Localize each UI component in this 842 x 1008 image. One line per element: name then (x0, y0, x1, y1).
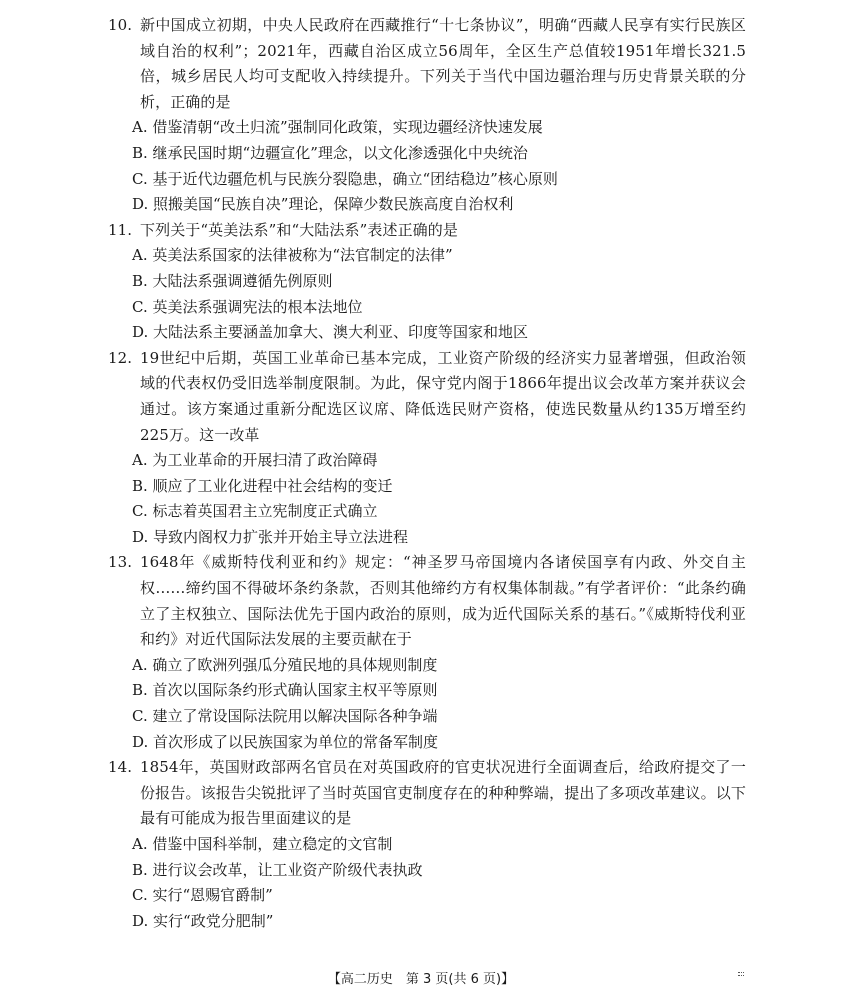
question-number: 10. (108, 16, 133, 34)
question-10 (108, 13, 746, 218)
question-stem (108, 755, 746, 832)
option-b: B. 顺应了工业化进程中社会结构的变迁 (132, 476, 393, 495)
question-13 (108, 550, 746, 755)
page-footer: 【高二历史 第 3 页(共 6 页)】 (327, 972, 515, 987)
option-d: D. 照搬美国“民族自决”理论，保障少数民族高度自治权利 (132, 195, 514, 214)
option-a: A. 借鉴清朝“改土归流”强制同化政策，实现边疆经济快速发展 (132, 118, 543, 137)
option-b: B. 首次以国际条约形式确认国家主权平等原则 (132, 681, 438, 700)
option-d: D. 首次形成了以民族国家为单位的常备军制度 (132, 732, 439, 751)
question-number: 11. (108, 220, 133, 239)
question-number: 14. (108, 758, 133, 777)
option-c: C. 标志着英国君主立宪制度正式确立 (132, 502, 378, 521)
option-c: C. 实行“恩赐官爵制” (132, 886, 273, 905)
question-text: 新中国成立初期，中央人民政府在西藏推行“十七条协议”，明确“西藏人民享有实行民族区域自治的权利”；2021年，西藏自治区成立56周年，全区生产总值较1951年增长321.5倍，城乡居民人均可支配收入持续提升。下列关于当代中国边疆治理与历史背景关联的分析，正确的是 (140, 16, 746, 111)
option-a: A. 确立了欧洲列强瓜分殖民地的具体规则制度 (132, 655, 438, 674)
corner-mark (738, 972, 744, 976)
question-text: 1854年，英国财政部两名官员在对英国政府的官吏状况进行全面调查后，给政府提交了一份报告。该报告尖锐批评了当时英国官吏制度存在的种种弊端，提出了多项改革建议。以下最有可能成为报告里面建议的是 (140, 758, 746, 828)
option-a: A. 为工业革命的开展扫清了政治障碍 (132, 451, 378, 470)
option-list (118, 653, 746, 755)
option-a: A. 英美法系国家的法律被称为“法官制定的法律” (132, 246, 453, 265)
option-c: C. 建立了常设国际法院用以解决国际各种争端 (132, 707, 438, 726)
question-12 (108, 346, 746, 551)
question-text: 1648年《威斯特伐利亚和约》规定：“神圣罗马帝国境内各诸侯国享有内政、外交自主权……缔约国不得破坏条约条款，否则其他缔约方有权集体制裁。”有学者评价：“此条约确立了主权独立、国际法优先于国内政治的原则，成为近代国际关系的基石。”《威斯特伐利亚和约》对近代国际法发展的主要贡献在于 (140, 553, 746, 649)
option-list (118, 115, 746, 217)
option-d: D. 导致内阁权力扩张并开始主导立法进程 (132, 527, 409, 546)
question-11 (108, 218, 746, 346)
option-b: B. 继承民国时期“边疆宣化”理念，以文化渗透强化中央统治 (132, 143, 528, 162)
question-stem (108, 550, 746, 652)
option-d: D. 大陆法系主要涵盖加拿大、澳大利亚、印度等国家和地区 (132, 323, 529, 342)
option-d: D. 实行“政党分肥制” (132, 911, 274, 930)
question-number: 12. (108, 348, 133, 367)
option-list (118, 448, 746, 550)
question-stem (108, 13, 746, 115)
question-number: 13. (108, 553, 133, 572)
option-b: B. 进行议会改革，让工业资产阶级代表执政 (132, 860, 423, 879)
question-14 (108, 755, 746, 934)
question-list (108, 13, 746, 934)
option-list (118, 832, 746, 934)
question-text: 19世纪中后期，英国工业革命已基本完成，工业资产阶级的经济实力显著增强，但政治领域的代表权仍受旧选举制度限制。为此，保守党内阁于1866年提出议会改革方案并获议会通过。该方案通过重新分配选区议席、降低选民财产资格，使选民数量从约135万增至约225万。这一改革 (140, 348, 746, 444)
option-c: C. 基于近代边疆危机与民族分裂隐患，确立“团结稳边”核心原则 (132, 169, 558, 188)
question-stem (108, 218, 746, 244)
option-a: A. 借鉴中国科举制，建立稳定的文官制 (132, 835, 393, 853)
option-c: C. 英美法系强调宪法的根本法地位 (132, 297, 363, 316)
question-stem (108, 346, 746, 448)
question-text: 下列关于“英美法系”和“大陆法系”表述正确的是 (140, 220, 458, 239)
option-b: B. 大陆法系强调遵循先例原则 (132, 271, 333, 290)
option-list (118, 243, 746, 345)
